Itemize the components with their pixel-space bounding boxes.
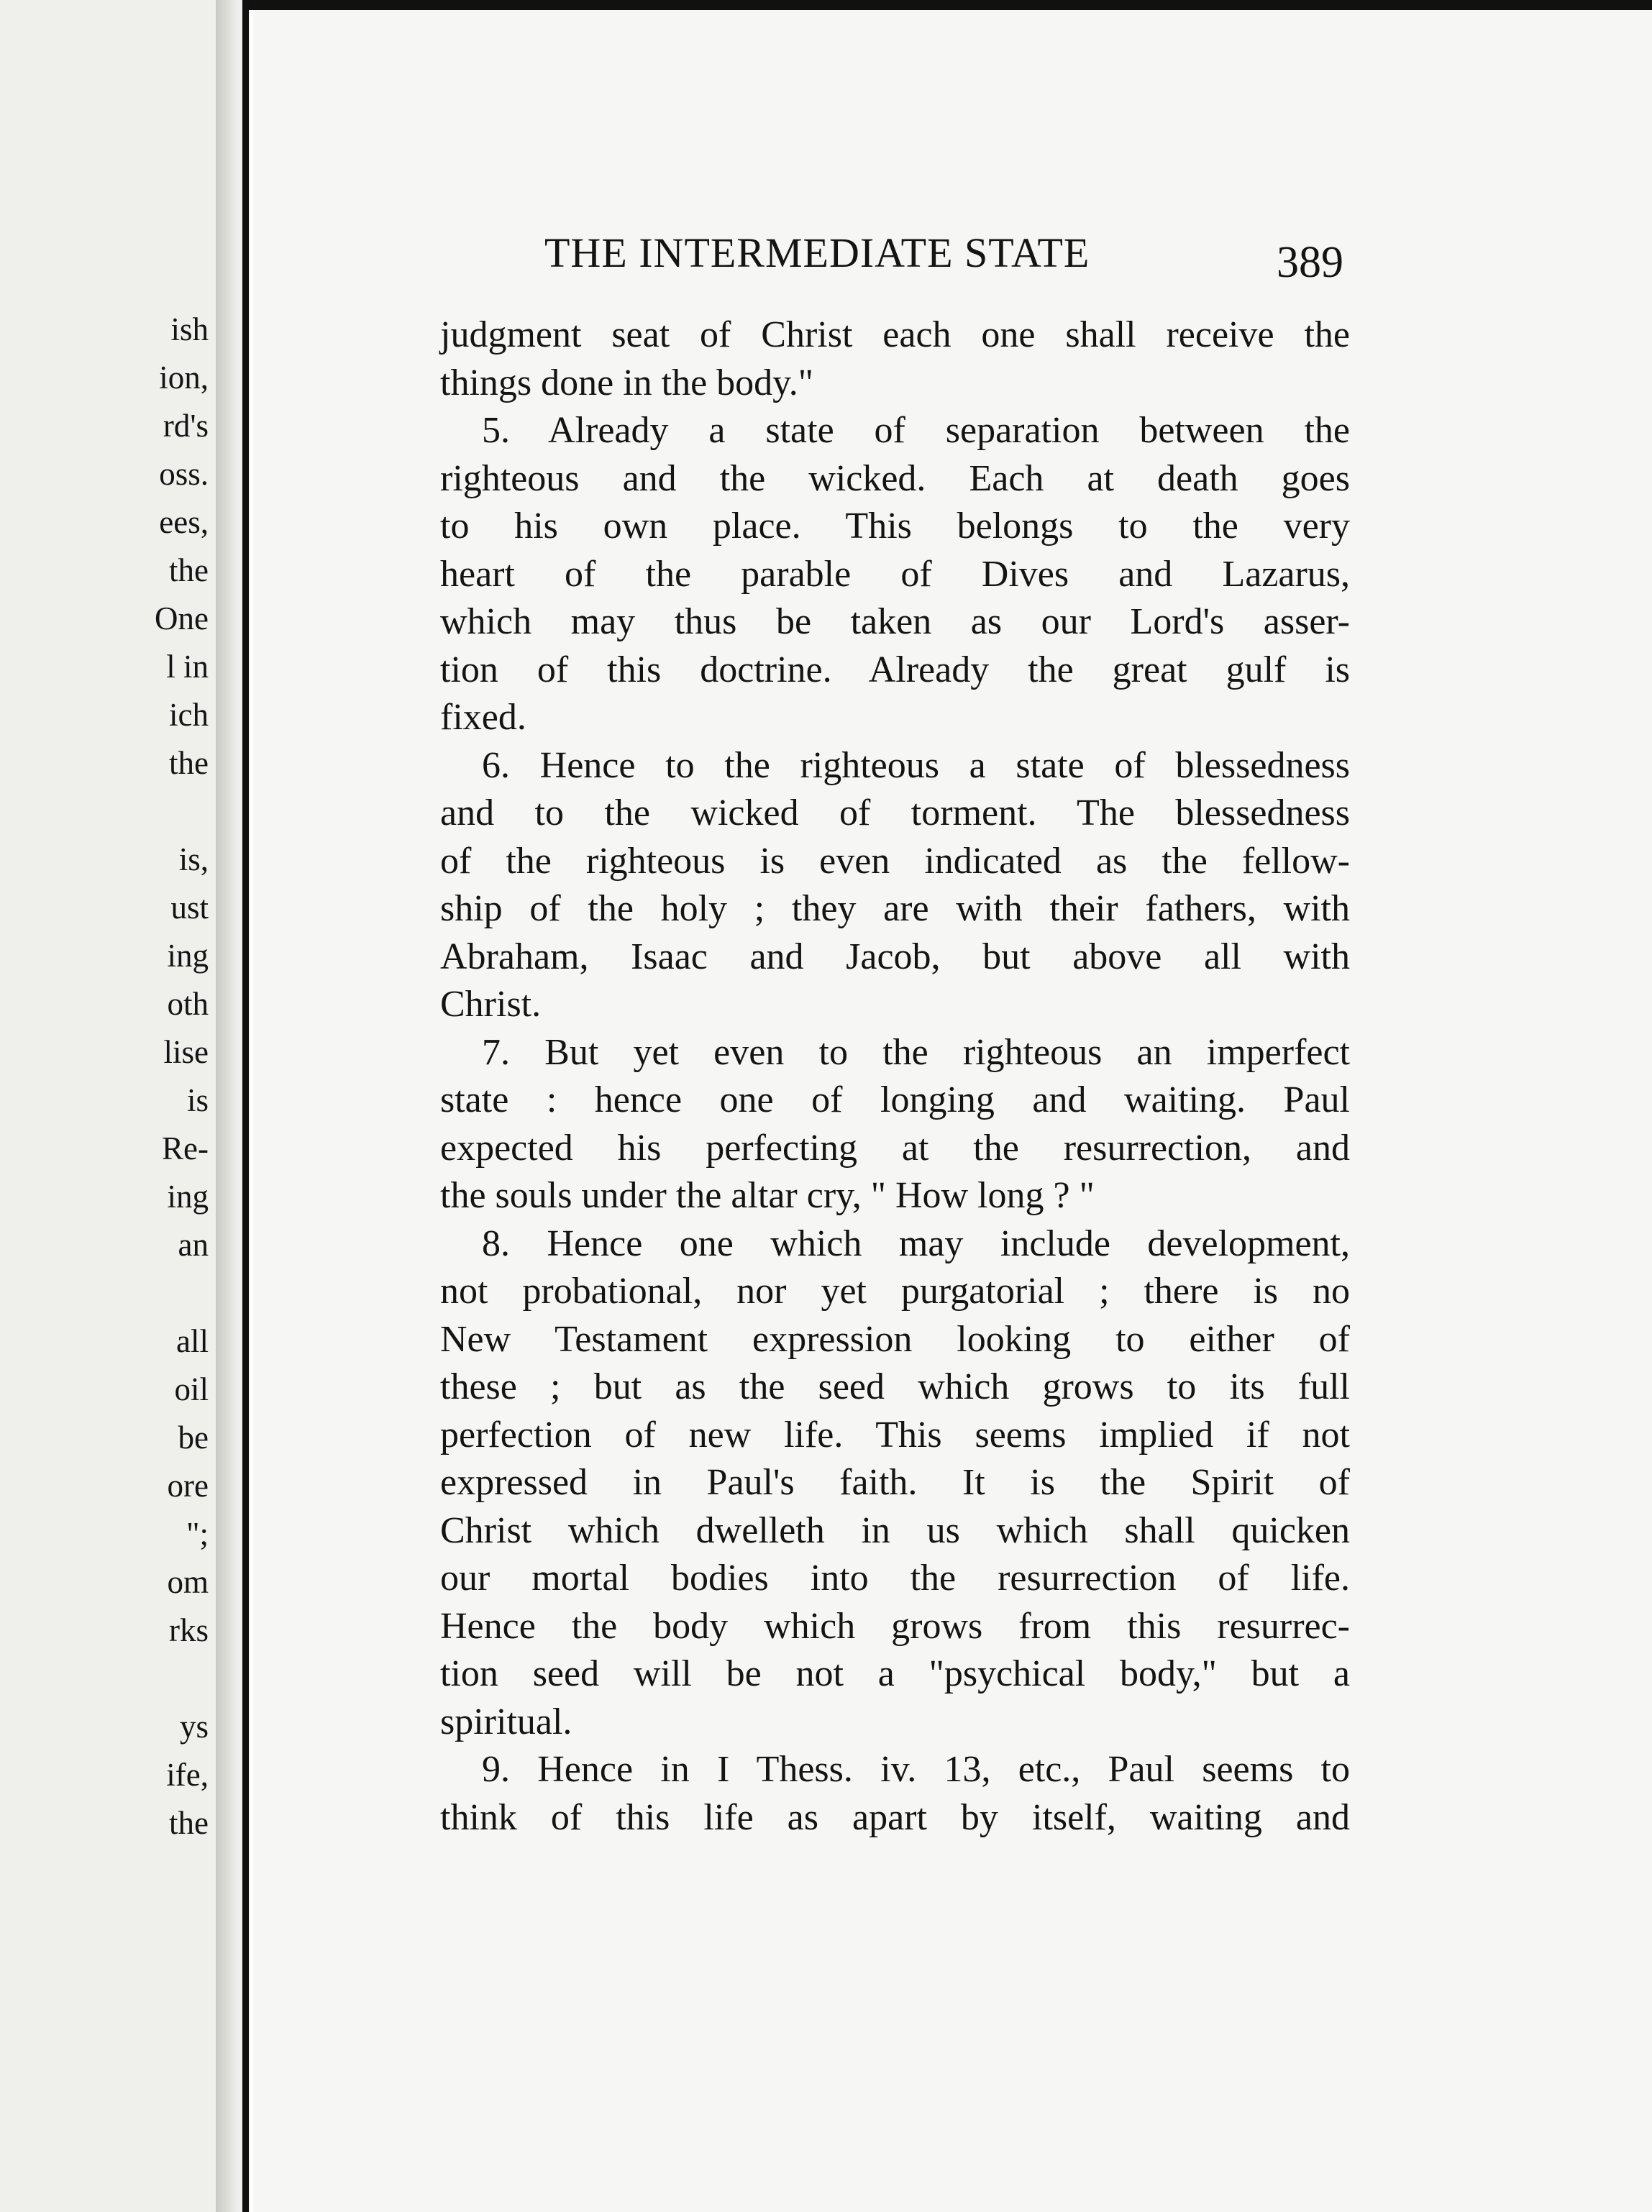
facing-page-line: rks: [169, 1612, 209, 1648]
binding-edge: [242, 0, 249, 2212]
text-line: expected his perfecting at the resurrection, and: [440, 1127, 1350, 1169]
facing-page-line: ys: [179, 1709, 209, 1745]
facing-page-line: is: [186, 1082, 209, 1118]
facing-page-line: ees,: [159, 504, 209, 540]
facing-page-line: is,: [178, 841, 209, 877]
text-line: New Testament expression looking to either of: [440, 1318, 1350, 1360]
text-line: heart of the parable of Dives and Lazarus,: [440, 553, 1350, 595]
text-line: righteous and the wicked. Each at death goes: [440, 457, 1350, 499]
facing-page-line: om: [167, 1564, 209, 1600]
text-line: expressed in Paul's faith. It is the Spirit of: [440, 1462, 1350, 1503]
facing-page-line: ish: [170, 311, 209, 347]
text-line: tion of this doctrine. Already the great gulf is: [440, 649, 1350, 690]
body-text: [440, 311, 1350, 1842]
text-line: of the righteous is even indicated as the fellow-: [440, 840, 1350, 882]
facing-page-line: Re-: [162, 1130, 209, 1166]
text-line: Christ.: [440, 984, 542, 1025]
facing-page-line: the: [169, 1805, 209, 1841]
text-line: things done in the body.": [440, 362, 814, 403]
facing-page-line: all: [176, 1323, 209, 1359]
facing-page-line: [7, 787, 209, 836]
page-top-edge: [249, 0, 1652, 10]
facing-page-line: oth: [167, 986, 209, 1022]
facing-page-line: rd's: [163, 408, 209, 444]
facing-page-line: ing: [167, 1179, 209, 1215]
facing-page-line: ing: [167, 938, 209, 974]
text-line: judgment seat of Christ each one shall receive the: [440, 314, 1350, 355]
text-line: and to the wicked of torment. The blessedness: [440, 792, 1350, 833]
facing-page-line: ore: [167, 1468, 209, 1504]
facing-page-line: oss.: [159, 456, 209, 492]
facing-page-text: [7, 306, 209, 1847]
text-line: Hence the body which grows from this resurrec-: [440, 1605, 1350, 1647]
facing-page-line: the: [169, 552, 209, 588]
facing-page-line: an: [178, 1227, 209, 1263]
text-line: 6. Hence to the righteous a state of blessedness: [482, 744, 1350, 786]
text-line: the souls under the altar cry, " How long ? ": [440, 1175, 1095, 1216]
text-line: spiritual.: [440, 1701, 572, 1742]
text-line: to his own place. This belongs to the very: [440, 506, 1350, 547]
facing-page-line: be: [178, 1420, 209, 1455]
facing-page: [0, 0, 216, 2212]
text-line: fixed.: [440, 697, 526, 738]
text-line: these ; but as the seed which grows to its full: [440, 1366, 1350, 1407]
text-line: our mortal bodies into the resurrection of life.: [440, 1558, 1350, 1599]
page-number: 389: [1277, 238, 1343, 287]
text-line: perfection of new life. This seems implied if not: [440, 1414, 1350, 1455]
text-line: state : hence one of longing and waiting. Paul: [440, 1079, 1350, 1120]
text-line: 7. But yet even to the righteous an imperfect: [482, 1031, 1350, 1073]
facing-page-line: One: [155, 600, 209, 636]
text-line: Abraham, Isaac and Jacob, but above all with: [440, 936, 1350, 977]
facing-page-line: ich: [169, 697, 209, 733]
text-line: 8. Hence one which may include development,: [482, 1222, 1350, 1264]
text-line: Christ which dwelleth in us which shall quicken: [440, 1509, 1350, 1551]
facing-page-line: ust: [170, 890, 209, 926]
facing-page-line: ion,: [159, 360, 209, 396]
text-line: 5. Already a state of separation between the: [482, 410, 1350, 451]
facing-page-line: ";: [186, 1516, 209, 1552]
text-line: not probational, nor yet purgatorial ; there is no: [440, 1271, 1350, 1312]
text-line: 9. Hence in I Thess. iv. 13, etc., Paul seems to: [482, 1749, 1350, 1790]
text-line: ship of the holy ; they are with their fathers, with: [440, 888, 1350, 929]
text-line: tion seed will be not a "psychical body," but a: [440, 1653, 1350, 1694]
facing-page-line: oil: [174, 1371, 209, 1407]
facing-page-line: lise: [163, 1034, 209, 1070]
running-head: THE INTERMEDIATE STATE: [544, 229, 1090, 276]
facing-page-line: [7, 1655, 209, 1703]
text-line: which may thus be taken as our Lord's asser-: [440, 601, 1350, 642]
facing-page-line: l in: [166, 649, 209, 685]
facing-page-line: the: [169, 745, 209, 781]
facing-page-line: ife,: [166, 1757, 209, 1793]
facing-page-line: [7, 1269, 209, 1317]
text-line: think of this life as apart by itself, waiting and: [440, 1796, 1350, 1838]
